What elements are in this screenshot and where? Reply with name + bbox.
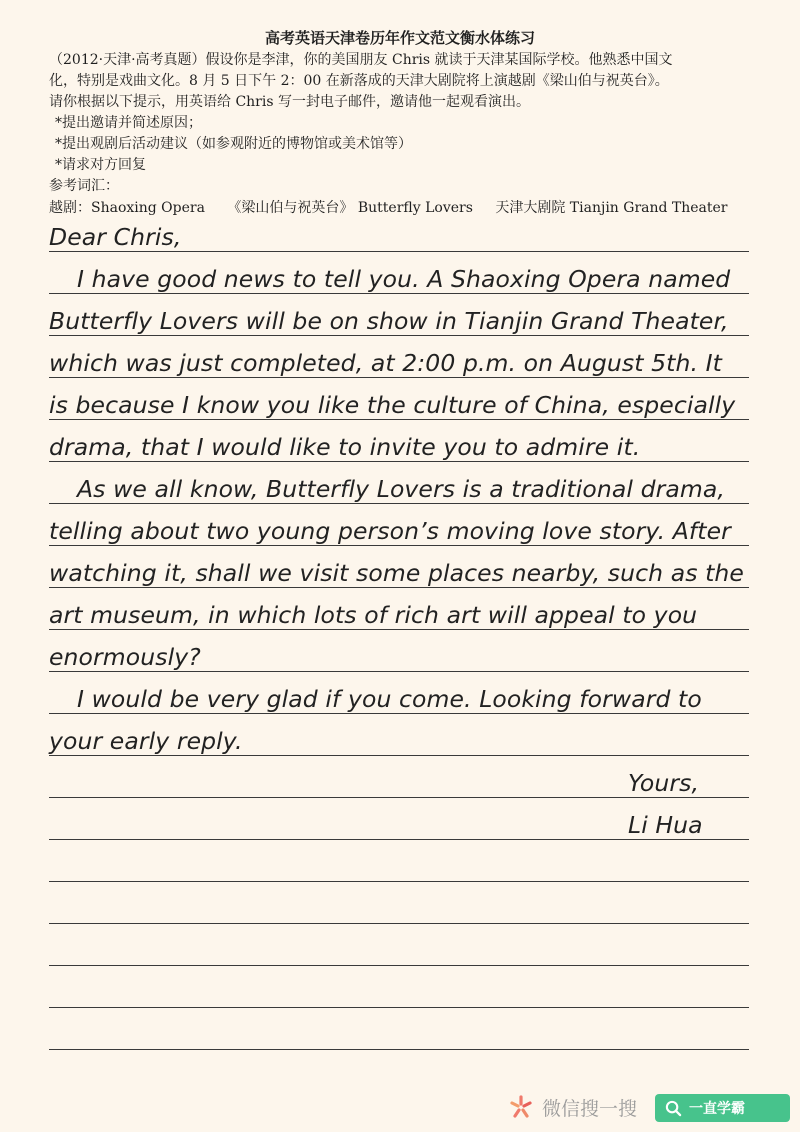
essay-line: your early reply. [49,727,243,755]
ruled-line [49,503,749,546]
ruled-line [49,587,749,630]
brand-text: 微信搜一搜 [542,1097,638,1120]
essay-line: art museum, in which lots of rich art will appeal to you [49,601,698,629]
essay-line [49,853,749,881]
vocab-item: 天津大剧院 Tianjin Grand Theater [495,200,728,216]
vocab-item: 越剧：Shaoxing Opera [49,200,205,216]
ruled-line [49,1007,749,1050]
ruled-line [49,629,749,672]
ruled-line [49,545,749,588]
essay-line: which was just completed, at 2:00 p.m. on August 5th. It [49,349,722,377]
hint-line: *提出邀请并简述原因； [55,115,202,131]
essay-line: is because I know you like the culture of China, especially [49,391,736,419]
essay-line: Dear Chris, [49,223,182,251]
essay-line: I have good news to tell you. A Shaoxing Opera named [77,265,731,293]
hint-line: *请求对方回复 [55,157,146,173]
ruled-line [49,965,749,1008]
search-button[interactable] [655,1094,790,1122]
wechat-search-brand[interactable] [508,1094,637,1120]
essay-line: As we all know, Butterfly Lovers is a traditional drama, [77,475,725,503]
essay-line: watching it, shall we visit some places nearby, such as the [49,559,744,587]
writing-prompt [49,50,749,197]
signature-line: Li Hua [628,811,703,839]
essay-line: Butterfly Lovers will be on show in Tianjin Grand Theater, [49,307,729,335]
ruled-line [49,839,749,882]
ruled-line [49,461,749,504]
prompt-line: 请你根据以下提示，用英语给 Chris 写一封电子邮件，邀请他一起观看演出。 [49,94,530,110]
ruled-line [49,923,749,966]
ruled-line [49,755,749,798]
ruled-line [49,293,749,336]
ruled-line [49,335,749,378]
essay-line [49,895,749,923]
essay-line: drama, that I would like to invite you to admire it. [49,433,641,461]
ruled-line [49,671,749,714]
ruled-line [49,797,749,840]
essay-line [49,937,749,965]
essay-line [49,979,749,1007]
footer [0,1080,800,1132]
ruled-line [49,209,749,252]
search-label: 一直学霸 [689,1101,745,1117]
ruled-line [49,419,749,462]
essay-line: telling about two young person’s moving love story. After [49,517,731,545]
essay-line [49,1021,749,1049]
ruled-line [49,377,749,420]
ruled-line [49,251,749,294]
hint-line: *提出观剧后活动建议（如参观附近的博物馆或美术馆等） [55,136,412,152]
wechat-search-icon [508,1094,534,1120]
vocab-label: 参考词汇： [49,178,119,194]
prompt-line: 化，特别是戏曲文化。8 月 5 日下午 2：00 在新落成的天津大剧院将上演越剧《梁山伯与祝英台》。 [49,73,669,89]
closing-line: Yours, [628,769,700,797]
ruled-line [49,713,749,756]
magnifier-icon [665,1100,682,1117]
page-title: 高考英语天津卷历年作文范文衡水体练习 [264,29,535,47]
ruled-line [49,881,749,924]
essay-line: enormously? [49,643,201,671]
vocab-item: 《梁山伯与祝英台》 Butterfly Lovers [227,200,473,216]
essay-line: I would be very glad if you come. Looking forward to [77,685,702,713]
prompt-line: （2012·天津·高考真题）假设你是李津，你的美国朋友 Chris 就读于天津某国际学校。他熟悉中国文 [49,52,673,68]
